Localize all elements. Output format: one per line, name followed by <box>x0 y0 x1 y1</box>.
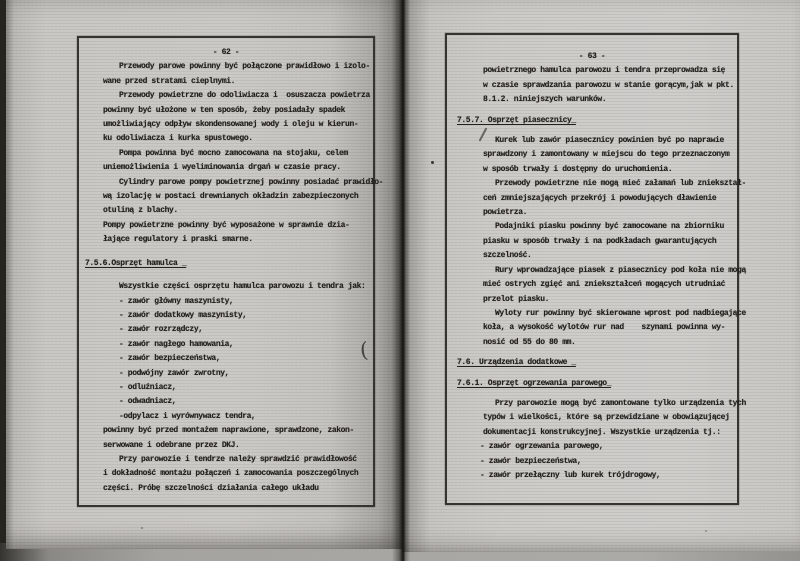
page-number: - 62 - <box>212 48 240 57</box>
text-line: ku odoliwiacza i kurka spustowego. <box>103 134 253 144</box>
text-line: piasku w sposób trwały i na podkładach gwarantujących <box>483 236 717 246</box>
handwritten-paren-mark: ( <box>358 337 370 363</box>
list-item-line: - podwójny zawór zwrotny, <box>119 368 230 378</box>
list-item-line: - zawór ogrzewania parowego, <box>480 442 604 452</box>
text-line: powinny być przed montażem naprawione, sprawdzone, zakon- <box>103 426 354 436</box>
text-line: otuliną z blachy. <box>103 206 178 216</box>
text-line: nosić od 55 do 80 mm. <box>483 337 576 347</box>
ink-speck <box>141 527 143 529</box>
text-line: powinny być ułożone w ten sposób, żeby posiadały spadek <box>103 105 346 115</box>
text-line: typów i wielkości, które są przewidziane w obowiązującej <box>483 413 730 423</box>
list-item-line: - zawór przełączny lub kurek trójdrogowy, <box>480 470 661 480</box>
list-item-line: - zawór bezpieczeństwa, <box>119 354 221 364</box>
text-line: powietrza. <box>483 208 528 218</box>
text-line: Podajniki piasku powinny być zamocowane na zbiorniku <box>495 222 724 232</box>
text-line: w sposób trwały i dostępny do uruchomienia. <box>483 164 673 174</box>
section-heading: 7.6.1. Osprzęt ogrzewania parowego_ <box>457 378 612 388</box>
text-line: Pompy powietrzne powinny być wyposażone w sprawnie dzia- <box>103 220 350 230</box>
text-line: przelot piasku. <box>483 294 550 304</box>
text-line: sprawdzony i zamontowany w miejscu do tego przeznaczonym <box>483 150 730 160</box>
page-right-text <box>447 50 746 483</box>
text-line: serwowane i odebrane przez DKJ. <box>103 440 240 450</box>
text-line: Przy parowozie mogą być zamontowane tylko urządzenia tych <box>495 398 746 408</box>
text-line: umożliwiający odpływ skondensowanej wody i oleju w kierun- <box>103 120 359 130</box>
text-line: uniemożliwienia i wyeliminowania drgań w czasie pracy. <box>103 163 341 173</box>
line-gap <box>79 271 373 280</box>
section-heading: 7.6. Urządzenia dodatkowe _ <box>457 358 576 368</box>
text-line: Kurek lub zawór piasecznicy powinien być po naprawie <box>495 136 724 146</box>
text-line: i dokładność montażu połączeń i zamocowania poszczególnych <box>103 469 359 479</box>
list-item-line: - zawór rozrządczy, <box>119 325 203 335</box>
page-left-text <box>79 46 384 496</box>
page-number: - 63 - <box>578 52 606 61</box>
text-line: Wszystkie części osprzętu hamulca parowozu i tendra jak: <box>119 282 366 292</box>
text-line: mieć ostrych zgięć ani zniekształceń mogących utrudniać <box>483 280 726 290</box>
list-item-line: - zawór główny maszynisty, <box>119 296 234 306</box>
book-spine-shadow <box>392 0 410 561</box>
ink-speck <box>705 530 707 532</box>
text-line: Przewody powietrzne do odoliwiacza i osuszacza powietrza <box>119 91 370 101</box>
text-line: wane przed stratami cieplnymi. <box>103 76 236 86</box>
text-line: 8.1.2. niniejszych warunków. <box>483 95 607 105</box>
list-item-line: - zawór bezpieczeństwa, <box>480 456 582 466</box>
text-line: szczelność. <box>483 251 532 261</box>
text-line: części. Próbę szczelności działania całego układu <box>103 483 319 493</box>
section-heading: 7.5.7. Osprzęt piasecznicy_ <box>457 115 576 125</box>
list-item-line: - odwadniacz, <box>119 397 177 407</box>
text-line: łające regulatory i praski smarne. <box>103 235 253 245</box>
text-line: wą izolację w postaci drewnianych okładzin zabezpieczonych <box>103 192 359 202</box>
text-line: Rury wprowadzające piasek z piasecznicy pod koła nie mogą <box>495 265 746 275</box>
list-item-line: - odluźniacz, <box>119 382 177 392</box>
text-line: Przy parowozie i tendrze należy sprawdzić prawidłowość <box>119 454 357 464</box>
text-line: Pompa powinna być mocno zamocowana na stojaku, celem <box>119 148 348 158</box>
section-heading: 7.5.6.Osprzęt hamulca _ <box>85 258 187 268</box>
line-gap <box>79 248 373 257</box>
list-item-line: - zawór dodatkowy maszynisty, <box>119 310 247 320</box>
text-line: koła, a wysokość wylotów rur nad szynami powinna wy- <box>483 323 726 333</box>
text-line: Przewody parowe powinny być połączone prawidłowo i izolo- <box>119 62 370 72</box>
text-line: Cylindry parowe pompy powietrznej powinny posiadać prawidło- <box>119 177 384 187</box>
text-line: Wyloty rur powinny być skierowane wprost pod nadbiegające <box>495 308 746 318</box>
text-line: dokumentacji konstrukcyjnej. Wszystkie urządzenia tj.: <box>483 427 721 437</box>
list-item-line: -odpylacz i wyrównywacz tendra, <box>119 411 256 421</box>
list-item-line: - zawór nagłego hamowania, <box>119 339 234 349</box>
text-line: Przewody powietrzne nie mogą mieć załamań lub zniekształ- <box>495 179 746 189</box>
ink-speck <box>431 161 434 164</box>
text-line: w czasie sprawdzania parowozu w stanie gorącym,jak w pkt. <box>483 80 734 90</box>
text-line: powietrznego hamulca parowozu i tendra przeprowadza się <box>483 66 726 76</box>
text-line: ceń zmniejszających przekrój i powodujących dławienie <box>483 193 717 203</box>
